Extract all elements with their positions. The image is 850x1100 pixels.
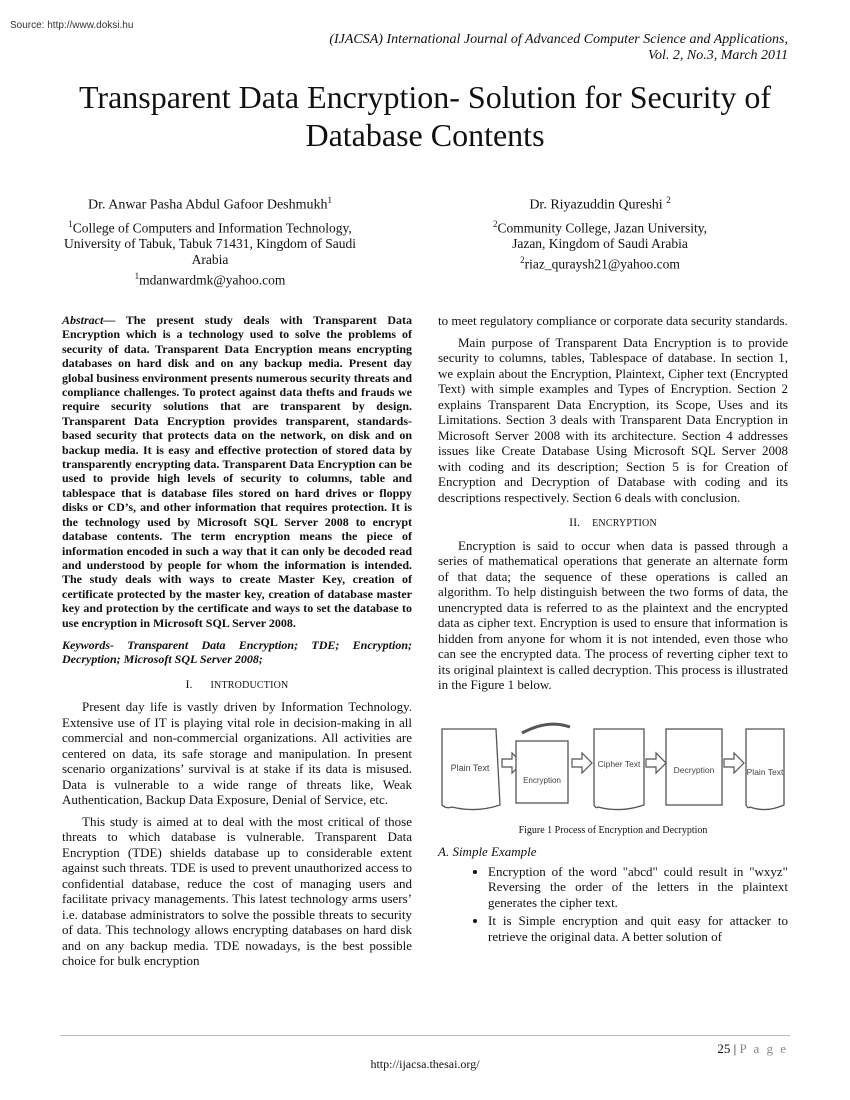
source-url: Source: http://www.doksi.hu xyxy=(10,20,134,31)
section-title: INTRODUCTION xyxy=(210,679,289,691)
page-number-value: 25 xyxy=(717,1041,731,1056)
paragraph: Main purpose of Transparent Data Encryption is to provide security to columns, tables, Tablespace of database. In section 1, we explain about the Encryption, Plaintext, Cipher text (Encrypted Text) with simple examples and Types of Encryption. Section 2 explains Transparent Data Encryption, its Scope, Uses and its Limitations. Section 3 deals with Transparent Data Encryption in Microsoft Server 2008 with its architecture. Section 4 addresses issues like Create Database Using Microsoft SQL Server 2008 with coding and its description; Section 5 is for Creation of Encryption and Decryption of Database with coding and its descriptions respectively. Section 6 deals with conclusion. xyxy=(438,334,788,505)
affiliation-sup: 1 xyxy=(68,218,73,229)
author-name-text: Dr. Riyazuddin Qureshi xyxy=(529,197,663,213)
author-block-2 xyxy=(435,192,765,273)
journal-volume: Vol. 2, No.3, March 2011 xyxy=(648,48,788,63)
section-heading-introduction xyxy=(62,677,412,694)
abstract-text: The present study deals with Transparent Data Encryption which is a technology used to solve the problems of security of data. Transparent Data Encryption means encrypting databases on hard disk and on any backup media. Present day global business environment presents numerous security threats and compliance challenges. To protect against data thefts and frauds we require security solutions that are transparent by design. Transparent Data Encryption provides transparent, standards-based security that protects data on the network, on disk and on backup media. It is easy and effective protection of stored data by transparently encrypting data. Transparent Data Encryption can be used to provide high levels of security to columns, table and tablespace that is database files stored on hard drives or floppy disks or CD’s, and other information that requires protection. It is the technology used by Microsoft SQL Server 2008 to encrypt database contents. The term encryption means the piece of information encoded in such a way that it can only be decoded read and understood by people for whom the information is intended. The study deals with ways to create Master Key, creation of certificate protected by the master key, creation of database master key and protection by the certificate and ways to set the database to use encryption in Microsoft SQL Server 2008. xyxy=(62,313,412,630)
encryption-diagram xyxy=(438,707,788,819)
right-column xyxy=(438,313,788,947)
paragraph: Present day life is vastly driven by Information Technology. Extensive use of IT is playing vital role in decision-making in all commercial and non-commercial organizations. All activities are centered on data, its safe storage and manipulation. In present scenario organizations’ survival is at stake if its data is misused. Data is vulnerable to a wide range of threats like, Weak Authentication, Backup Data Exposure, Denial of Service, etc. xyxy=(62,699,412,808)
section-title: ENCRYPTION xyxy=(592,518,657,529)
cipher-text-document-shape xyxy=(594,729,644,810)
cipher-text-label: Cipher Text xyxy=(597,758,641,769)
arrow-icon xyxy=(572,753,592,773)
affiliation-text: College of Computers and Information Technology, University of Tabuk, Tabuk 71431, Kingdom of Saudi Arabia xyxy=(64,220,356,268)
plain-text-label: Plain Text xyxy=(746,766,784,777)
section-number: II. xyxy=(569,515,581,529)
journal-name: (IJACSA) International Journal of Advanced Computer Science and Applications, xyxy=(329,32,788,47)
bullet-list xyxy=(438,864,788,945)
encryption-box-shape xyxy=(516,741,568,803)
author-name xyxy=(45,192,375,214)
paragraph: to meet regulatory compliance or corporate data security standards. xyxy=(438,313,788,328)
email-sup: 2 xyxy=(520,255,525,266)
page-number xyxy=(717,1041,788,1057)
arrow-icon xyxy=(646,753,666,773)
author-email xyxy=(45,268,375,289)
arrow-icon xyxy=(724,753,744,773)
footer-url: http://ijacsa.thesai.org/ xyxy=(370,1057,480,1071)
affiliation-text: Community College, Jazan University, Jazan, Kingdom of Saudi Arabia xyxy=(497,220,707,252)
lock-shackle-shape xyxy=(522,724,570,733)
author-sup: 1 xyxy=(327,195,333,205)
figure-encryption-process xyxy=(438,707,788,819)
affiliation-sup: 2 xyxy=(493,218,498,229)
email-text: riaz_quraysh21@yahoo.com xyxy=(524,256,680,272)
author-name xyxy=(435,192,765,214)
section-number: I. xyxy=(185,676,193,691)
figure-caption: Figure 1 Process of Encryption and Decryption xyxy=(518,824,708,836)
abstract-label: Abstract— xyxy=(62,313,116,327)
encryption-label: Encryption xyxy=(523,775,561,785)
list-item: • Encryption of the word "abcd" could result in "wxyz" Reversing the order of the letters in the plaintext generates the cipher text. xyxy=(488,864,788,911)
author-block-1 xyxy=(45,192,375,289)
paragraph: Encryption is said to occur when data is passed through a series of mathematical operations that generate an alternate form of that data; the sequence of these operations is called an algorithm. To help distinguish between the two forms of data, the unencrypted data is referred to as the plaintext and the encrypted data as cipher text. Encryption is used to ensure that information is hidden from anyone for whom it is not intended, even those who can see the encrypted data. The process of reverting cipher text to its original plaintext is called decryption. This process is illustrated in the Figure 1 below. xyxy=(438,537,788,692)
plain-text-label: Plain Text xyxy=(450,762,490,773)
subsection-heading: A. Simple Example xyxy=(438,844,537,859)
paper-title: Transparent Data Encryption- Solution for Security of Database Contents xyxy=(78,79,771,153)
author-sup: 2 xyxy=(666,195,671,205)
footer-divider xyxy=(60,1035,790,1036)
left-column xyxy=(62,313,412,975)
keywords: Keywords- Transparent Data Encryption; TDE; Encryption; Decryption; Microsoft SQL Server 2008; xyxy=(62,637,412,667)
author-affiliation xyxy=(45,216,375,269)
email-text: mdanwardmk@yahoo.com xyxy=(139,272,286,288)
email-sup: 1 xyxy=(134,271,140,282)
decryption-label: Decryption xyxy=(673,764,715,775)
author-email xyxy=(435,252,765,273)
author-affiliation xyxy=(435,216,765,253)
page-word: P a g e xyxy=(739,1041,788,1056)
journal-header xyxy=(329,32,788,64)
section-heading-encryption xyxy=(438,515,788,532)
list-item: • It is Simple encryption and quit easy for attacker to retrieve the original data. A better solution of xyxy=(488,913,788,944)
page-separator: | xyxy=(730,1041,740,1056)
abstract xyxy=(62,313,412,630)
paragraph: This study is aimed at to deal with the most critical of those threats to which database is vulnerable. Transparent Data Encryption (TDE) shields database up to considerable extent against such threats. TDE is used to prevent unauthorized access to confidential database, reduce the cost of managing users and facilitate privacy managements. This latest technology arms users’ i.e. database administrators to solve the possible threats to security of data. This technology allows encrypting databases on hard disk and on any backup media. TDE nowadays, is the best possible choice for bulk encryption xyxy=(62,813,412,969)
author-name-text: Dr. Anwar Pasha Abdul Gafoor Deshmukh xyxy=(87,197,328,213)
